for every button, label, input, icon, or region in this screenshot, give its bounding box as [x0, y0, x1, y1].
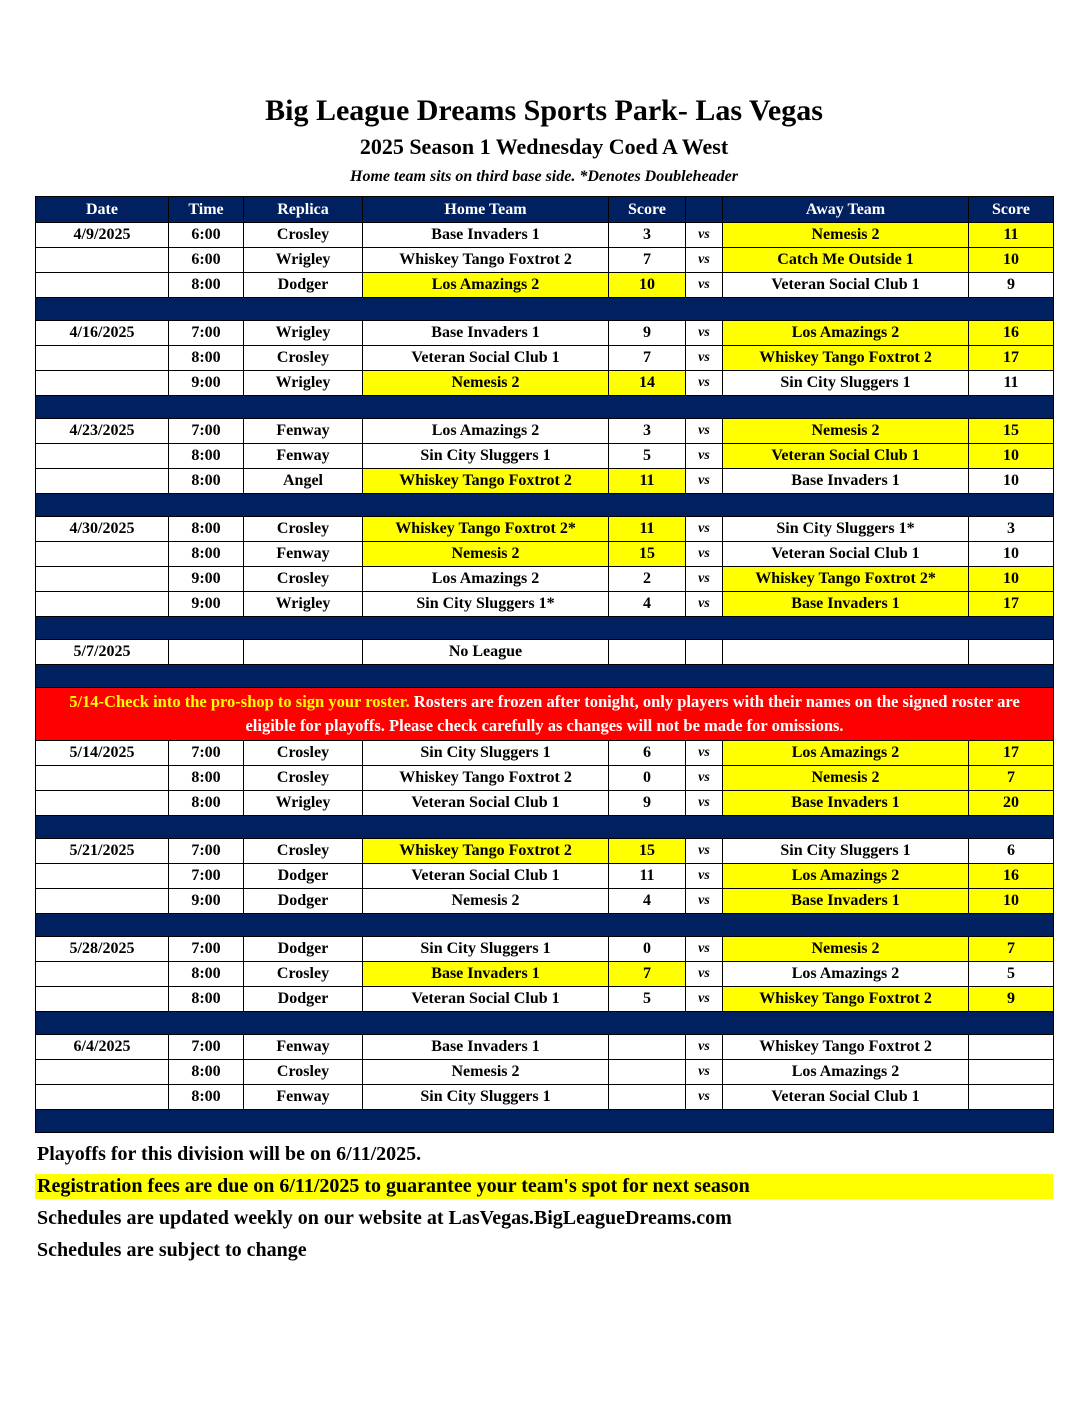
time-cell: 8:00: [169, 986, 244, 1011]
home-team-cell: No League: [363, 640, 609, 665]
time-cell: 7:00: [169, 863, 244, 888]
separator-band: [36, 1011, 1054, 1034]
date-cell: [36, 1059, 169, 1084]
footer-playoffs-note: Playoffs for this division will be on 6/11/2025.: [37, 1142, 422, 1165]
home-score-cell: 15: [609, 838, 686, 863]
date-cell: [36, 888, 169, 913]
home-team-cell: Whiskey Tango Foxtrot 2: [363, 248, 609, 273]
time-cell: 7:00: [169, 740, 244, 765]
date-cell: 5/28/2025: [36, 936, 169, 961]
game-row: [36, 986, 1054, 1011]
home-score-cell: 7: [609, 248, 686, 273]
time-cell: 8:00: [169, 765, 244, 790]
separator-band: [36, 494, 1054, 517]
time-cell: 7:00: [169, 936, 244, 961]
replica-cell: Dodger: [244, 863, 363, 888]
date-cell: [36, 790, 169, 815]
game-row: [36, 1084, 1054, 1109]
game-row: [36, 469, 1054, 494]
replica-cell: Crosley: [244, 765, 363, 790]
away-team-cell: Nemesis 2: [723, 765, 969, 790]
page-subtitle: 2025 Season 1 Wednesday Coed A West: [359, 134, 729, 159]
home-team-cell: Sin City Sluggers 1: [363, 444, 609, 469]
away-team-cell: Los Amazings 2: [723, 740, 969, 765]
replica-cell: Dodger: [244, 986, 363, 1011]
replica-cell: Crosley: [244, 223, 363, 248]
replica-cell: Fenway: [244, 1084, 363, 1109]
vs-cell: vs: [686, 273, 723, 298]
replica-cell: Fenway: [244, 419, 363, 444]
away-score-cell: 10: [969, 542, 1054, 567]
game-row: [36, 542, 1054, 567]
vs-cell: vs: [686, 1084, 723, 1109]
schedule-body: [36, 223, 1054, 1133]
away-team-cell: Nemesis 2: [723, 419, 969, 444]
away-score-cell: 10: [969, 567, 1054, 592]
separator-band: [36, 1109, 1054, 1132]
separator-band: [36, 815, 1054, 838]
vs-cell: vs: [686, 1059, 723, 1084]
home-score-cell: [609, 640, 686, 665]
game-row: [36, 765, 1054, 790]
away-team-cell: Veteran Social Club 1: [723, 1084, 969, 1109]
col-header-home-team: Home Team: [363, 197, 609, 223]
home-score-cell: 7: [609, 961, 686, 986]
replica-cell: Dodger: [244, 888, 363, 913]
replica-cell: Crosley: [244, 517, 363, 542]
game-row: [36, 740, 1054, 765]
game-row: [36, 517, 1054, 542]
away-score-cell: 11: [969, 371, 1054, 396]
home-score-cell: 14: [609, 371, 686, 396]
game-row: [36, 223, 1054, 248]
away-score-cell: 17: [969, 592, 1054, 617]
home-score-cell: 3: [609, 223, 686, 248]
banner-rest-text: Rosters are frozen after tonight, only players with their names on the signed roster are eligible for playoffs. Please check carefully as changes will not be made for omissions.: [245, 692, 1020, 735]
home-score-cell: [609, 1059, 686, 1084]
game-row: [36, 936, 1054, 961]
vs-cell: vs: [686, 444, 723, 469]
date-cell: [36, 961, 169, 986]
home-team-cell: Los Amazings 2: [363, 273, 609, 298]
away-team-cell: Nemesis 2: [723, 936, 969, 961]
col-header-away-score: Score: [969, 197, 1054, 223]
vs-cell: vs: [686, 740, 723, 765]
home-score-cell: 5: [609, 986, 686, 1011]
home-team-cell: Los Amazings 2: [363, 567, 609, 592]
date-cell: [36, 444, 169, 469]
vs-cell: vs: [686, 986, 723, 1011]
time-cell: 7:00: [169, 321, 244, 346]
col-header-away-team: Away Team: [723, 197, 969, 223]
home-team-cell: Sin City Sluggers 1: [363, 1084, 609, 1109]
time-cell: 8:00: [169, 346, 244, 371]
away-team-cell: Base Invaders 1: [723, 469, 969, 494]
home-score-cell: 15: [609, 542, 686, 567]
vs-cell: vs: [686, 567, 723, 592]
replica-cell: Dodger: [244, 936, 363, 961]
vs-cell: vs: [686, 888, 723, 913]
replica-cell: Crosley: [244, 346, 363, 371]
time-cell: 9:00: [169, 592, 244, 617]
home-score-cell: 2: [609, 567, 686, 592]
date-cell: [36, 765, 169, 790]
replica-cell: Wrigley: [244, 592, 363, 617]
away-score-cell: 10: [969, 444, 1054, 469]
away-team-cell: Base Invaders 1: [723, 592, 969, 617]
replica-cell: Wrigley: [244, 371, 363, 396]
away-team-cell: Los Amazings 2: [723, 321, 969, 346]
separator-row: [36, 1011, 1054, 1034]
away-team-cell: Los Amazings 2: [723, 961, 969, 986]
footer-subject-to-change-note: Schedules are subject to change: [37, 1238, 307, 1261]
game-row: [36, 444, 1054, 469]
away-score-cell: 16: [969, 321, 1054, 346]
home-team-cell: Nemesis 2: [363, 542, 609, 567]
schedule-page: [35, 0, 1053, 1263]
away-team-cell: Catch Me Outside 1: [723, 248, 969, 273]
time-cell: 8:00: [169, 273, 244, 298]
home-score-cell: 6: [609, 740, 686, 765]
away-score-cell: 10: [969, 469, 1054, 494]
game-row: [36, 419, 1054, 444]
home-score-cell: [609, 1034, 686, 1059]
vs-cell: vs: [686, 838, 723, 863]
home-team-cell: Whiskey Tango Foxtrot 2*: [363, 517, 609, 542]
date-cell: [36, 469, 169, 494]
home-team-cell: Nemesis 2: [363, 888, 609, 913]
away-team-cell: Veteran Social Club 1: [723, 542, 969, 567]
away-team-cell: Sin City Sluggers 1: [723, 838, 969, 863]
away-score-cell: 6: [969, 838, 1054, 863]
home-team-cell: Base Invaders 1: [363, 961, 609, 986]
date-cell: [36, 1084, 169, 1109]
home-score-cell: 0: [609, 765, 686, 790]
banner-highlight-text: 5/14-Check into the pro-shop to sign your roster.: [69, 692, 410, 711]
away-team-cell: Veteran Social Club 1: [723, 273, 969, 298]
vs-cell: vs: [686, 592, 723, 617]
away-team-cell: Sin City Sluggers 1: [723, 371, 969, 396]
home-team-cell: Base Invaders 1: [363, 1034, 609, 1059]
separator-band: [36, 617, 1054, 640]
away-score-cell: 7: [969, 936, 1054, 961]
replica-cell: Crosley: [244, 567, 363, 592]
time-cell: 7:00: [169, 419, 244, 444]
separator-row: [36, 665, 1054, 688]
date-cell: [36, 567, 169, 592]
away-score-cell: 16: [969, 863, 1054, 888]
home-score-cell: 11: [609, 517, 686, 542]
game-row: [36, 888, 1054, 913]
date-cell: [36, 346, 169, 371]
table-header-row: [36, 197, 1054, 223]
time-cell: 8:00: [169, 542, 244, 567]
vs-cell: vs: [686, 1034, 723, 1059]
vs-cell: vs: [686, 469, 723, 494]
vs-cell: [686, 640, 723, 665]
away-team-cell: Veteran Social Club 1: [723, 444, 969, 469]
away-score-cell: 11: [969, 223, 1054, 248]
time-cell: 8:00: [169, 444, 244, 469]
game-row: [36, 961, 1054, 986]
away-score-cell: 20: [969, 790, 1054, 815]
home-team-cell: Los Amazings 2: [363, 419, 609, 444]
vs-cell: vs: [686, 419, 723, 444]
separator-band: [36, 665, 1054, 688]
date-cell: 5/21/2025: [36, 838, 169, 863]
col-header-vs-spacer: [686, 197, 723, 223]
vs-cell: vs: [686, 936, 723, 961]
away-team-cell: [723, 640, 969, 665]
footer-registration-note: Registration fees are due on 6/11/2025 to guarantee your team's spot for next season: [35, 1174, 1053, 1199]
date-cell: [36, 273, 169, 298]
separator-band: [36, 396, 1054, 419]
home-team-cell: Veteran Social Club 1: [363, 863, 609, 888]
game-row: [36, 863, 1054, 888]
home-score-cell: 11: [609, 863, 686, 888]
home-score-cell: 7: [609, 346, 686, 371]
home-team-cell: Sin City Sluggers 1*: [363, 592, 609, 617]
away-team-cell: Los Amazings 2: [723, 1059, 969, 1084]
home-team-cell: Veteran Social Club 1: [363, 986, 609, 1011]
home-score-cell: 11: [609, 469, 686, 494]
time-cell: [169, 640, 244, 665]
home-team-cell: Nemesis 2: [363, 371, 609, 396]
replica-cell: Wrigley: [244, 248, 363, 273]
separator-row: [36, 617, 1054, 640]
replica-cell: Angel: [244, 469, 363, 494]
date-cell: 6/4/2025: [36, 1034, 169, 1059]
away-score-cell: 10: [969, 888, 1054, 913]
date-cell: [36, 542, 169, 567]
col-header-replica: Replica: [244, 197, 363, 223]
home-score-cell: 4: [609, 592, 686, 617]
date-cell: 5/7/2025: [36, 640, 169, 665]
time-cell: 8:00: [169, 517, 244, 542]
col-header-home-score: Score: [609, 197, 686, 223]
game-row: [36, 640, 1054, 665]
date-cell: [36, 986, 169, 1011]
vs-cell: vs: [686, 863, 723, 888]
game-row: [36, 248, 1054, 273]
game-row: [36, 567, 1054, 592]
replica-cell: Crosley: [244, 838, 363, 863]
away-score-cell: 5: [969, 961, 1054, 986]
date-cell: 4/23/2025: [36, 419, 169, 444]
replica-cell: Dodger: [244, 273, 363, 298]
home-score-cell: 9: [609, 321, 686, 346]
away-team-cell: Whiskey Tango Foxtrot 2: [723, 1034, 969, 1059]
away-team-cell: Whiskey Tango Foxtrot 2*: [723, 567, 969, 592]
home-score-cell: 9: [609, 790, 686, 815]
away-score-cell: 7: [969, 765, 1054, 790]
away-team-cell: Whiskey Tango Foxtrot 2: [723, 346, 969, 371]
vs-cell: vs: [686, 542, 723, 567]
date-cell: [36, 592, 169, 617]
replica-cell: Fenway: [244, 542, 363, 567]
replica-cell: Fenway: [244, 444, 363, 469]
home-score-cell: 3: [609, 419, 686, 444]
game-row: [36, 371, 1054, 396]
separator-band: [36, 298, 1054, 321]
time-cell: 9:00: [169, 567, 244, 592]
vs-cell: vs: [686, 371, 723, 396]
separator-row: [36, 298, 1054, 321]
footer-website-note: Schedules are updated weekly on our website at LasVegas.BigLeagueDreams.com: [37, 1206, 732, 1229]
home-team-cell: Whiskey Tango Foxtrot 2: [363, 765, 609, 790]
home-team-cell: Sin City Sluggers 1: [363, 936, 609, 961]
vs-cell: vs: [686, 346, 723, 371]
roster-banner-row: [36, 688, 1054, 741]
roster-banner: [36, 688, 1054, 741]
away-score-cell: 10: [969, 248, 1054, 273]
home-score-cell: 4: [609, 888, 686, 913]
replica-cell: Crosley: [244, 961, 363, 986]
footer: [35, 1142, 1053, 1263]
away-score-cell: [969, 640, 1054, 665]
away-team-cell: Base Invaders 1: [723, 790, 969, 815]
vs-cell: vs: [686, 517, 723, 542]
time-cell: 9:00: [169, 371, 244, 396]
away-score-cell: 9: [969, 986, 1054, 1011]
home-team-cell: Whiskey Tango Foxtrot 2: [363, 838, 609, 863]
time-cell: 8:00: [169, 1059, 244, 1084]
home-score-cell: 0: [609, 936, 686, 961]
game-row: [36, 790, 1054, 815]
vs-cell: vs: [686, 248, 723, 273]
time-cell: 8:00: [169, 961, 244, 986]
game-row: [36, 273, 1054, 298]
vs-cell: vs: [686, 961, 723, 986]
separator-band: [36, 913, 1054, 936]
time-cell: 8:00: [169, 469, 244, 494]
away-team-cell: Base Invaders 1: [723, 888, 969, 913]
away-team-cell: Whiskey Tango Foxtrot 2: [723, 986, 969, 1011]
away-team-cell: Sin City Sluggers 1*: [723, 517, 969, 542]
away-score-cell: [969, 1059, 1054, 1084]
away-team-cell: Nemesis 2: [723, 223, 969, 248]
separator-row: [36, 815, 1054, 838]
away-score-cell: 17: [969, 740, 1054, 765]
separator-row: [36, 913, 1054, 936]
date-cell: 4/16/2025: [36, 321, 169, 346]
time-cell: 7:00: [169, 838, 244, 863]
away-score-cell: [969, 1034, 1054, 1059]
game-row: [36, 838, 1054, 863]
time-cell: 6:00: [169, 248, 244, 273]
time-cell: 7:00: [169, 1034, 244, 1059]
game-row: [36, 346, 1054, 371]
home-team-cell: Sin City Sluggers 1: [363, 740, 609, 765]
replica-cell: Wrigley: [244, 790, 363, 815]
time-cell: 8:00: [169, 1084, 244, 1109]
away-score-cell: 17: [969, 346, 1054, 371]
away-team-cell: Los Amazings 2: [723, 863, 969, 888]
vs-cell: vs: [686, 790, 723, 815]
schedule-table: [35, 196, 1054, 1133]
date-cell: [36, 371, 169, 396]
game-row: [36, 1059, 1054, 1084]
time-cell: 8:00: [169, 790, 244, 815]
separator-row: [36, 494, 1054, 517]
separator-row: [36, 396, 1054, 419]
date-cell: [36, 248, 169, 273]
time-cell: 9:00: [169, 888, 244, 913]
away-score-cell: 3: [969, 517, 1054, 542]
replica-cell: Crosley: [244, 740, 363, 765]
header-note: Home team sits on third base side. *Denotes Doubleheader: [350, 168, 738, 185]
vs-cell: vs: [686, 223, 723, 248]
time-cell: 6:00: [169, 223, 244, 248]
replica-cell: Fenway: [244, 1034, 363, 1059]
home-team-cell: Base Invaders 1: [363, 223, 609, 248]
date-cell: 4/30/2025: [36, 517, 169, 542]
vs-cell: vs: [686, 765, 723, 790]
page-title: Big League Dreams Sports Park- Las Vegas: [265, 94, 823, 127]
away-score-cell: 15: [969, 419, 1054, 444]
away-score-cell: [969, 1084, 1054, 1109]
game-row: [36, 1034, 1054, 1059]
home-team-cell: Nemesis 2: [363, 1059, 609, 1084]
home-team-cell: Base Invaders 1: [363, 321, 609, 346]
home-score-cell: 10: [609, 273, 686, 298]
replica-cell: [244, 640, 363, 665]
game-row: [36, 592, 1054, 617]
col-header-date: Date: [36, 197, 169, 223]
away-score-cell: 9: [969, 273, 1054, 298]
home-team-cell: Veteran Social Club 1: [363, 790, 609, 815]
date-cell: 5/14/2025: [36, 740, 169, 765]
vs-cell: vs: [686, 321, 723, 346]
replica-cell: Wrigley: [244, 321, 363, 346]
replica-cell: Crosley: [244, 1059, 363, 1084]
home-team-cell: Veteran Social Club 1: [363, 346, 609, 371]
home-score-cell: [609, 1084, 686, 1109]
home-team-cell: Whiskey Tango Foxtrot 2: [363, 469, 609, 494]
game-row: [36, 321, 1054, 346]
date-cell: 4/9/2025: [36, 223, 169, 248]
separator-row: [36, 1109, 1054, 1132]
col-header-time: Time: [169, 197, 244, 223]
home-score-cell: 5: [609, 444, 686, 469]
date-cell: [36, 863, 169, 888]
